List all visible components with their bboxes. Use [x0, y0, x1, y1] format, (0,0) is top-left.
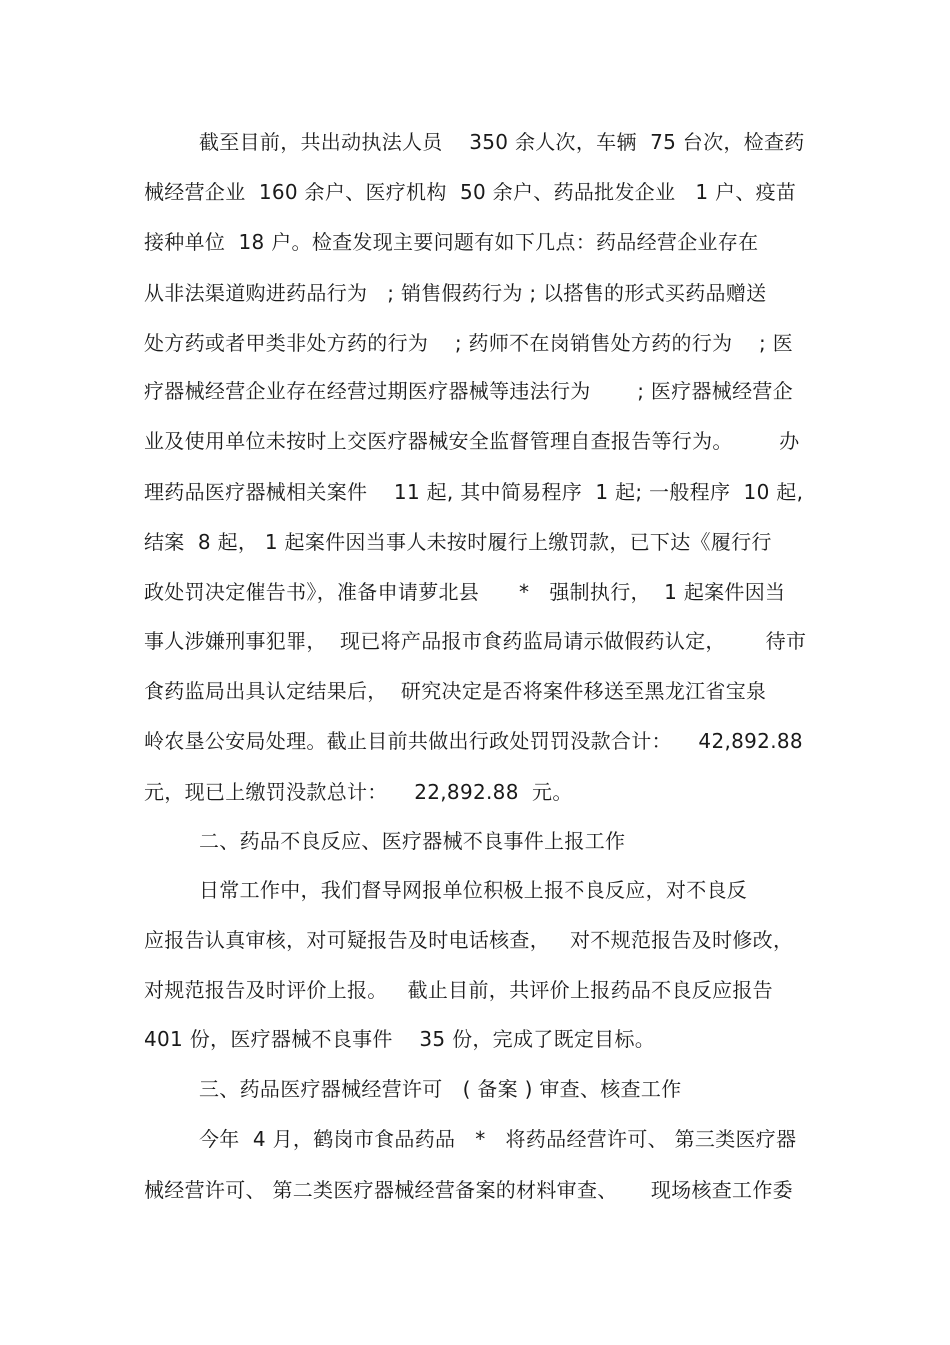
paragraph-line: 元，现已上缴罚没款总计： 22,892.88 元。	[144, 780, 573, 804]
paragraph-line: 食药监局出具认定结果后， 研究决定是否将案件移送至黑龙江省宝泉	[144, 679, 767, 703]
paragraph-line: 对规范报告及时评价上报。 截止目前，共评价上报药品不良反应报告	[144, 978, 773, 1002]
paragraph-line: 械经营许可、 第二类医疗器械经营备案的材料审查、 现场核查工作委	[144, 1178, 793, 1202]
paragraph-line: 日常工作中，我们督导网报单位积极上报不良反应，对不良反	[199, 878, 748, 902]
paragraph-line: 业及使用单位未按时上交医疗器械安全监督管理自查报告等行为。 办	[144, 429, 800, 453]
paragraph-line: 截至目前，共出动执法人员 350 余人次，车辆 75 台次，检查药	[199, 130, 805, 154]
paragraph-line: 政处罚决定催告书》，准备申请萝北县 * 强制执行， 1 起案件因当	[144, 580, 786, 604]
paragraph-line: 疗器械经营企业存在经营过期医疗器械等违法行为 ; 医疗器械经营企	[144, 379, 793, 403]
paragraph-line: 结案 8 起， 1 起案件因当事人未按时履行上缴罚款，已下达《履行行	[144, 530, 772, 554]
paragraph-line: 理药品医疗器械相关案件 11 起, 其中简易程序 1 起; 一般程序 10 起,	[144, 480, 804, 504]
paragraph-line: 事人涉嫌刑事犯罪， 现已将产品报市食药监局请示做假药认定， 待市	[144, 629, 807, 653]
paragraph-line: 械经营企业 160 余户、医疗机构 50 余户、药品批发企业 1 户、疫苗	[144, 180, 797, 204]
paragraph-line: 岭农垦公安局处理。截止目前共做出行政处罚罚没款合计： 42,892.88	[144, 729, 803, 753]
paragraph-line: 今年 4 月，鹤岗市食品药品 * 将药品经营许可、 第三类医疗器	[199, 1127, 797, 1151]
paragraph-line: 应报告认真审核，对可疑报告及时电话核查， 对不规范报告及时修改，	[144, 928, 794, 952]
paragraph-line: 处方药或者甲类非处方药的行为 ; 药师不在岗销售处方药的行为 ; 医	[144, 331, 794, 355]
paragraph-line: 接种单位 18 户。检查发现主要问题有如下几点：药品经营企业存在	[144, 230, 759, 254]
section-heading: 二、药品不良反应、医疗器械不良事件上报工作	[199, 829, 626, 853]
paragraph-line: 401 份，医疗器械不良事件 35 份，完成了既定目标。	[144, 1027, 656, 1051]
section-heading: 三、药品医疗器械经营许可 ( 备案 ) 审查、核查工作	[199, 1077, 682, 1101]
paragraph-line: 从非法渠道购进药品行为 ; 销售假药行为 ; 以搭售的形式买药品赠送	[144, 281, 767, 305]
